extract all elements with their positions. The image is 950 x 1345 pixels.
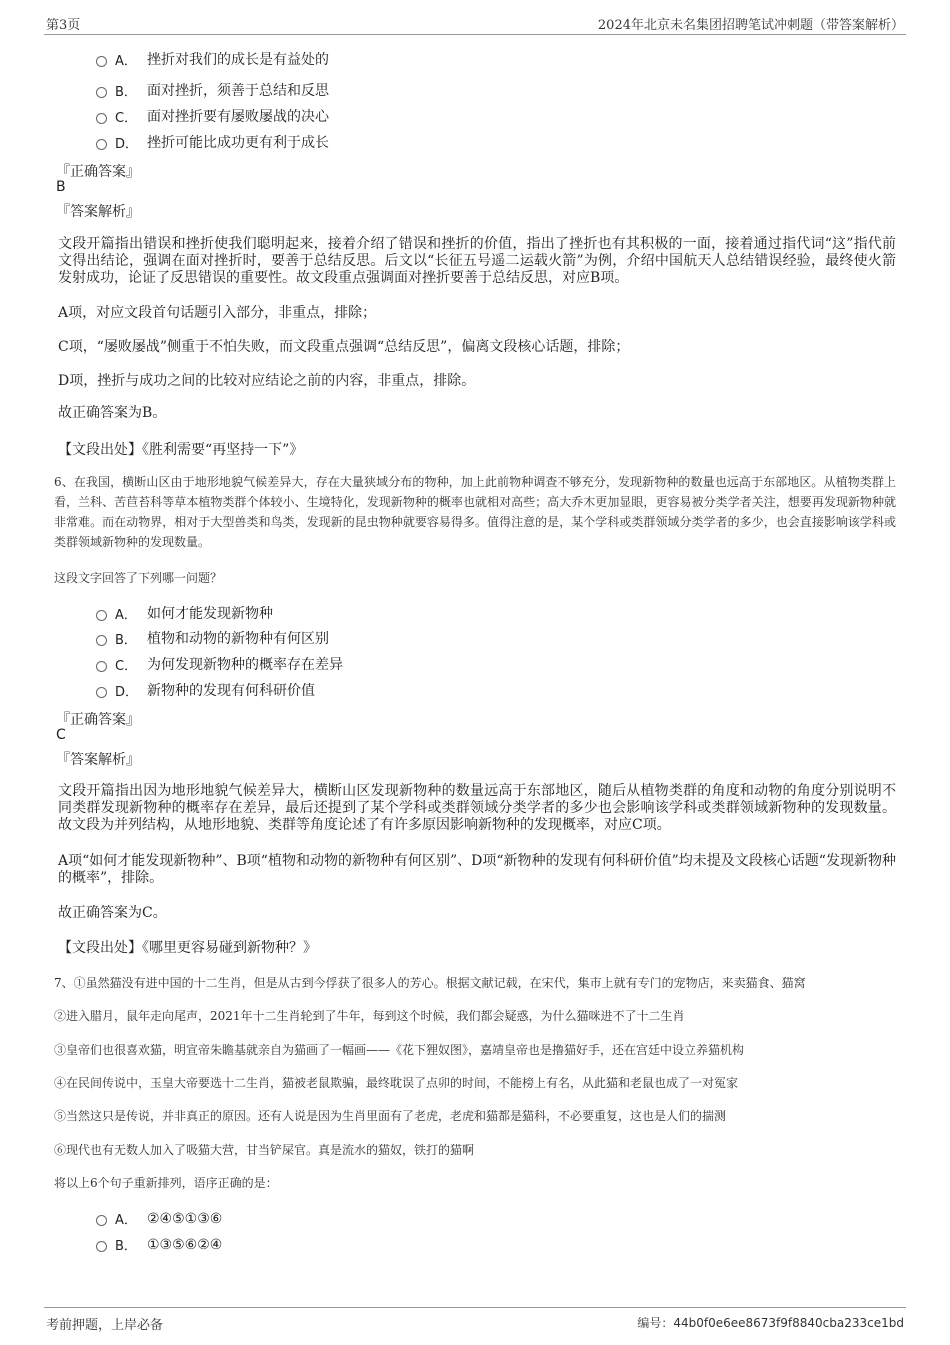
q5-analysis-paragraph: 文段开篇指出错误和挫折使我们聪明起来，接着介绍了错误和挫折的价值，指出了挫折也有其积极的一面，接着通过指代词“这”指代前文得出结论，强调在面对挫折时，要善于总结反思。后文以“长征五号遥二运载火箭”为例，介绍中国航天人总结错误经验，最终使火箭发射成功，论证了反思错误的重要性。故文段重点强调面对挫折要善于总结反思，对应B项。 xyxy=(58,236,896,286)
q5-option-d[interactable] xyxy=(96,132,329,152)
option-key: B． xyxy=(115,632,137,648)
q5-analysis-d: D项，挫折与成功之间的比较对应结论之前的内容，非重点，排除。 xyxy=(58,373,476,389)
q5-analysis-label: 『答案解析』 xyxy=(56,204,140,220)
option-text: 植物和动物的新物种有何区别 xyxy=(147,631,329,647)
radio-icon[interactable] xyxy=(96,139,107,150)
radio-icon[interactable] xyxy=(96,687,107,698)
q5-answer-label: 『正确答案』 xyxy=(56,164,140,180)
code-label: 编号： xyxy=(637,1316,674,1330)
q7-option-a[interactable] xyxy=(96,1209,222,1228)
q5-source: 【文段出处】《胜利需要“再坚持一下”》 xyxy=(58,442,304,458)
code-value: 44b0f0e6ee8673f9f8840cba233ce1bd xyxy=(673,1316,904,1330)
q6-option-c[interactable] xyxy=(96,654,343,674)
q7-option-b[interactable] xyxy=(96,1235,222,1254)
q7-prompt: 将以上6个句子重新排列，语序正确的是： xyxy=(54,1176,278,1190)
q6-answer-label: 『正确答案』 xyxy=(56,712,140,728)
q5-option-a[interactable] xyxy=(96,49,329,69)
q7-sentence-1: 7、①虽然猫没有进中国的十二生肖，但是从古到今俘获了很多人的芳心。根据文献记载，在宋代，集市上就有专门的宠物店，来卖猫食、猫窝 xyxy=(54,976,806,990)
page-number: 第3页 xyxy=(46,18,81,33)
q6-prompt: 这段文字回答了下列哪一问题？ xyxy=(54,571,223,585)
q6-source: 【文段出处】《哪里更容易碰到新物种？》 xyxy=(58,940,317,956)
q5-answer: B xyxy=(56,179,66,195)
q6-option-d[interactable] xyxy=(96,680,315,700)
radio-icon[interactable] xyxy=(96,1241,107,1252)
footer-slogan: 考前押题，上岸必备 xyxy=(46,1318,164,1333)
document-title: 2024年北京未名集团招聘笔试冲刺题（带答案解析） xyxy=(597,18,904,33)
option-key: B． xyxy=(115,84,137,100)
q5-option-c[interactable] xyxy=(96,106,329,126)
radio-icon[interactable] xyxy=(96,610,107,621)
q6-analysis-label: 『答案解析』 xyxy=(56,752,140,768)
q5-conclusion: 故正确答案为B。 xyxy=(58,405,167,421)
radio-icon[interactable] xyxy=(96,113,107,124)
q7-sentence-3: ③皇帝们也很喜欢猫，明宣帝朱瞻基就亲自为猫画了一幅画——《花下狸奴图》，嘉靖皇帝也是撸猫好手，还在宫廷中设立养猫机构 xyxy=(54,1043,745,1057)
option-key: C． xyxy=(115,110,138,126)
radio-icon[interactable] xyxy=(96,635,107,646)
radio-icon[interactable] xyxy=(96,56,107,67)
q6-option-a[interactable] xyxy=(96,603,273,623)
q7-sentence-4: ④在民间传说中，玉皇大帝要选十二生肖，猫被老鼠欺骗，最终耽误了点卯的时间，不能榜上有名，从此猫和老鼠也成了一对冤家 xyxy=(54,1076,739,1090)
q7-sentence-6: ⑥现代也有无数人加入了吸猫大营，甘当铲屎官。真是流水的猫奴，铁打的猫啊 xyxy=(54,1143,475,1157)
option-text: 面对挫折，须善于总结和反思 xyxy=(147,83,329,99)
q6-conclusion: 故正确答案为C。 xyxy=(58,905,167,921)
radio-icon[interactable] xyxy=(96,87,107,98)
q6-answer: C xyxy=(56,727,66,743)
page-header xyxy=(44,12,906,35)
q6-option-b[interactable] xyxy=(96,628,329,648)
page-footer xyxy=(44,1307,906,1334)
q6-question-text: 6、在我国，横断山区由于地形地貌气候差异大，存在大量狭域分布的物种，加上此前物种调查不够充分，发现新物种的数量也远高于东部地区。从植物类群上看，兰科、苦苣苔科等草本植物类群个体较小、生境特化，发现新物种的概率也就相对高些；高大乔木更加显眼，更容易被分类学者关注，想要再发现新物种就非常难。而在动物界，相对于大型兽类和鸟类，发现新的昆虫物种就要容易得多。值得注意的是，某个学科或类群领域分类学者的多少，也会直接影响该学科或类群领域新物种的发现数量。 xyxy=(54,475,896,549)
option-text: 新物种的发现有何科研价值 xyxy=(147,683,315,699)
option-text: 如何才能发现新物种 xyxy=(147,606,273,622)
option-text: 为何发现新物种的概率存在差异 xyxy=(147,657,343,673)
radio-icon[interactable] xyxy=(96,661,107,672)
option-text: ②④⑤①③⑥ xyxy=(147,1210,223,1227)
q5-analysis-c: C项，“屡败屡战”侧重于不怕失败，而文段重点强调“总结反思”，偏离文段核心话题，排除； xyxy=(58,339,630,355)
option-text: 面对挫折要有屡败屡战的决心 xyxy=(147,109,329,125)
option-text: ①③⑤⑥②④ xyxy=(147,1236,223,1253)
q6-analysis-options: A项“如何才能发现新物种”、B项“植物和动物的新物种有何区别”、D项“新物种的发现有何科研价值”均未提及文段核心话题“发现新物种的概率”，排除。 xyxy=(58,853,896,886)
q7-sentence-5: ⑤当然这只是传说，并非真正的原因。还有人说是因为生肖里面有了老虎，老虎和猫都是猫科，不必要重复，这也是人们的揣测 xyxy=(54,1109,727,1123)
option-key: D． xyxy=(115,136,139,152)
document-code xyxy=(637,1314,904,1331)
q5-option-b[interactable] xyxy=(96,80,329,100)
option-key: A． xyxy=(115,53,137,69)
radio-icon[interactable] xyxy=(96,1215,107,1226)
q6-analysis-paragraph: 文段开篇指出因为地形地貌气候差异大，横断山区发现新物种的数量远高于东部地区，随后从植物类群的角度和动物的角度分别说明不同类群发现新物种的概率存在差异，最后还提到了某个学科或类群领域分类学者的多少也会影响该学科或类群领域新物种的发现数量。故文段为并列结构，从地形地貌、类群等角度论述了有许多原因影响新物种的发现概率，对应C项。 xyxy=(58,783,896,833)
q7-sentence-2: ②进入腊月，鼠年走向尾声，2021年十二生肖轮到了牛年，每到这个时候，我们都会疑惑，为什么猫咪进不了十二生肖 xyxy=(54,1009,685,1023)
option-text: 挫折可能比成功更有利于成长 xyxy=(147,135,329,151)
option-key: A． xyxy=(115,607,137,623)
option-text: 挫折对我们的成长是有益处的 xyxy=(147,52,329,68)
option-key: D． xyxy=(115,684,139,700)
option-key: B． xyxy=(115,1239,137,1254)
option-key: A． xyxy=(115,1213,137,1228)
q5-analysis-a: A项，对应文段首句话题引入部分，非重点，排除； xyxy=(58,305,377,321)
option-key: C． xyxy=(115,658,138,674)
